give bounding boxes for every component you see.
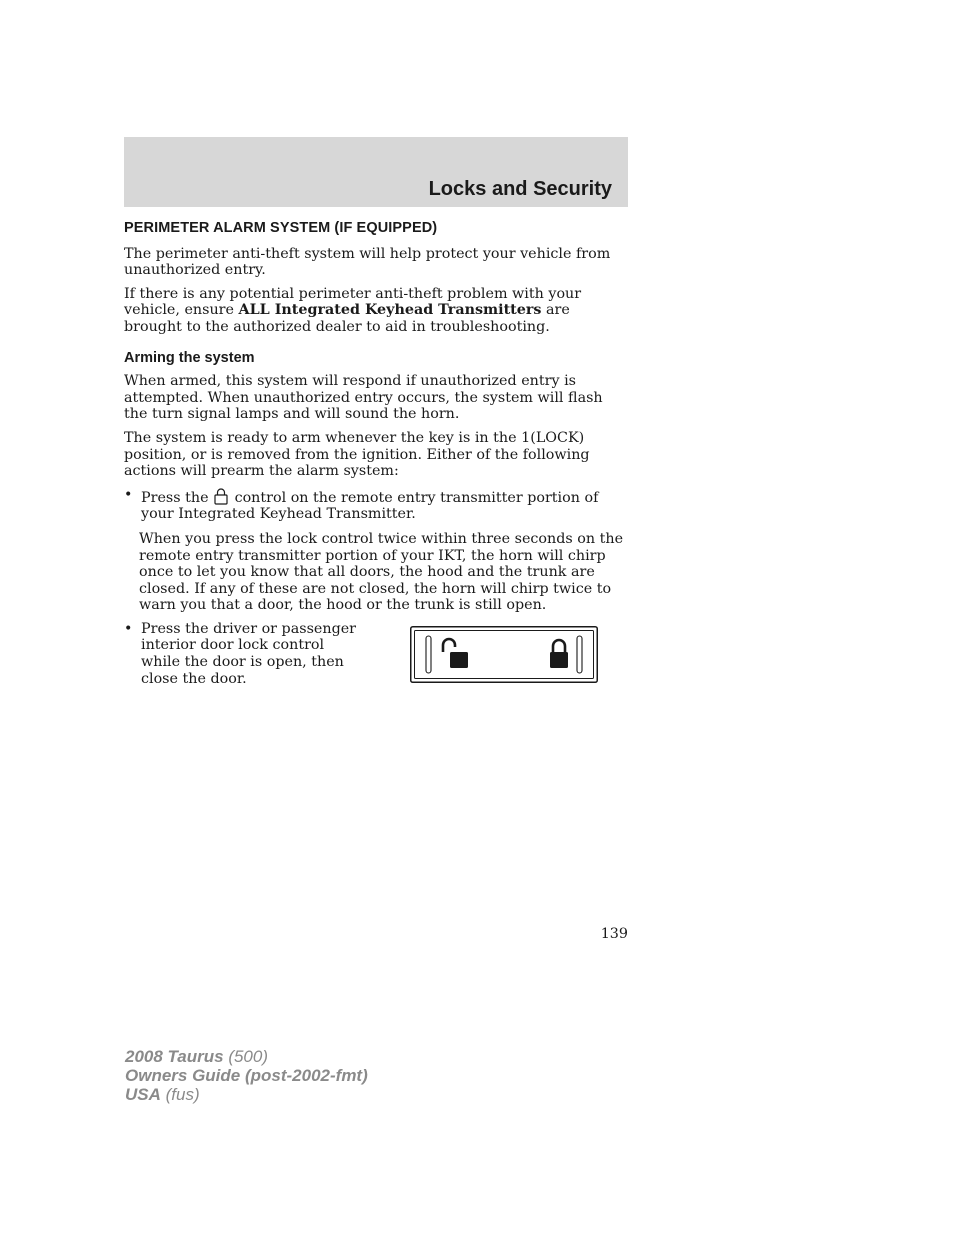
troubleshooting-paragraph: If there is any potential perimeter anti-theft problem with your vehicle, ensure ALL Integrated Keyhead Transmitters are brought to the authorized dealer to aid in troubleshooting. <box>124 285 582 335</box>
prearm-paragraph: The system is ready to arm whenever the key is in the 1(LOCK) position, or is removed from the ignition. Either of the following actions will prearm the alarm system: <box>124 429 590 480</box>
bullet-marker: • <box>124 620 133 637</box>
chirp-note: When you press the lock control twice within three seconds on the remote entry transmitter portion of your IKT, the horn will chirp once to let you know that all doors, the hood and the trunk are closed. If any of these are not closed, the horn will chirp twice to warn you that a door, the hood or the trunk is still open. <box>139 530 624 614</box>
page-number: 139 <box>600 926 628 942</box>
page-content <box>124 220 624 694</box>
bullet-door-lock: • Press the driver or passenger interior door lock control while the door is open, then close the door. <box>124 621 624 687</box>
bullet-remote-lock: • Press the control on the remote entry transmitter portion of your Integrated Keyhead Transmitter. <box>124 486 599 523</box>
bold-emphasis: ALL Integrated Keyhead Transmitters <box>238 302 542 319</box>
header-band <box>124 137 628 207</box>
door-lock-switch-figure <box>410 626 598 683</box>
lock-icon <box>213 487 229 505</box>
footer-line-guide: Owners Guide (post-2002-fmt) <box>125 1066 368 1085</box>
section-title: PERIMETER ALARM SYSTEM (IF EQUIPPED) <box>124 220 438 236</box>
subsection-title: Arming the system <box>124 349 255 366</box>
page-header-title: Locks and Security <box>428 178 612 200</box>
intro-paragraph: The perimeter anti-theft system will help protect your vehicle from unauthorized entry. <box>124 245 611 279</box>
bullet-marker: • <box>124 486 133 503</box>
footer-line-market: USA (fus) <box>125 1085 200 1104</box>
footer-line-model: 2008 Taurus (500) <box>125 1047 269 1066</box>
document-footer <box>125 1047 368 1104</box>
armed-paragraph: When armed, this system will respond if unauthorized entry is attempted. When unauthorized entry occurs, the system will flash the turn signal lamps and will sound the horn. <box>124 373 603 423</box>
